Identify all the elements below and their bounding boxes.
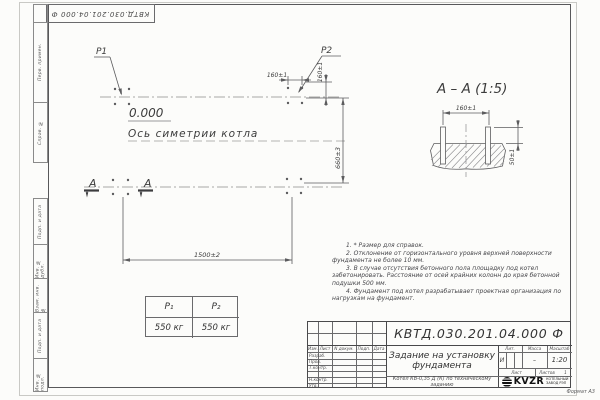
dim-660 [304, 98, 349, 183]
margin-perv-primen: Перв. примен. [33, 22, 48, 103]
company-logo [498, 376, 572, 387]
p2-label: P2 [321, 46, 333, 56]
section-cut-marks [84, 191, 153, 198]
top-stamp-doc-number: КВТД.030.201.04.000 Ф [51, 9, 150, 18]
note-4: 4. Фундамент под котел разрабатывает проектная организация по нагрузкам на фундамент. [332, 287, 562, 303]
format-label: Формат А3 [566, 389, 595, 395]
margin-podp-data-1: Подп. и дата [33, 198, 48, 245]
note-1: 1. * Размер для справок. [346, 242, 424, 249]
col-list: Лист [319, 346, 331, 351]
dim-section-160 [443, 110, 489, 125]
note-3: 3. В случае отсутствия бетонного пола площадку под котел забетонировать. Расстояние от осей крайних колонн до края бетонной подушки 500 мм. [332, 264, 560, 287]
dim-1500-text: 1500±2 [193, 251, 221, 259]
document-subtitle: Котел КВ-0,35 Д (К) по техническому заданию [392, 375, 492, 388]
logo-subtext-line2: ЗАВОД РЭП [546, 380, 567, 385]
logo-subtext [546, 378, 568, 386]
mass-value: – [533, 356, 536, 364]
section-letter-right: А [144, 177, 152, 190]
col-data: Дата [373, 346, 385, 351]
logo-text: KVZR [513, 376, 545, 387]
note-2: 2. Отклонение от горизонтального уровня верхней поверхности фундамента не более 10 мм. [332, 249, 552, 265]
elevation-mark: 0.000 [129, 106, 164, 120]
row-utv: Утв. [309, 383, 318, 388]
dim-160v-text: 160±1 [317, 61, 324, 83]
symmetry-axis-label: Ось симетрии котла [128, 128, 259, 140]
coil-logo-icon [502, 377, 512, 387]
load-table-value-p2: 550 кг [201, 322, 231, 333]
list-label: Лист [511, 369, 522, 375]
margin-inv-dubl: Инв. № дубл. [33, 244, 48, 279]
anchor-bolt-right [486, 127, 491, 164]
col-podp: Подп. [357, 346, 371, 351]
dim-160h-text: 160±1 [266, 72, 288, 79]
row-razrab: Разраб. [309, 352, 326, 358]
technical-notes [332, 242, 570, 303]
mass-label: Масса [527, 346, 542, 351]
load-table-header-p1: P₁ [164, 302, 174, 312]
margin-sprav-n: Справ. № [33, 102, 48, 163]
scale-label: Масштаб [549, 346, 570, 351]
col-izm: Изм. [308, 346, 318, 351]
row-nkontr: Н.контр. [309, 377, 328, 382]
section-view-title: А – А (1:5) [437, 81, 508, 97]
dim-660-text: 660±3 [334, 147, 342, 169]
row-tkontr: Т.контр. [309, 365, 328, 370]
row-prov: Пров. [309, 359, 322, 364]
load-table-value-p1: 550 кг [154, 322, 184, 333]
dim-section-160-text: 160±1 [455, 105, 477, 112]
margin-vzam-inv: Взам. инв. № [33, 278, 48, 313]
listov-value: 1 [564, 369, 567, 375]
listov-label: Листов [539, 369, 555, 375]
lit-label: Лит. [505, 346, 515, 351]
document-title: Задание на установку фундамента [389, 350, 495, 371]
col-ndoc: N докум. [334, 346, 354, 351]
margin-podp-data-2: Подп. и дата [33, 312, 48, 359]
load-table [145, 296, 238, 337]
dim-section-50-text: 50±1 [509, 148, 516, 166]
scale-value: 1:20 [551, 356, 568, 364]
p1-leader [94, 57, 124, 96]
title-block-doc-number: КВТД.030.201.04.000 Ф [394, 326, 564, 341]
anchor-bolt-left [441, 127, 446, 164]
title-block [307, 321, 571, 388]
lit-value: И [499, 356, 505, 364]
load-table-header-p2: P₂ [211, 302, 221, 312]
p1-label: P1 [96, 47, 108, 57]
margin-inv-podl: Инв. № подл. [33, 358, 48, 392]
plan-view [84, 56, 349, 264]
logo-subtext-line1: КОТЕЛЬНЫЙ [546, 376, 569, 381]
section-view [431, 110, 524, 177]
section-letter-left: А [89, 177, 97, 190]
